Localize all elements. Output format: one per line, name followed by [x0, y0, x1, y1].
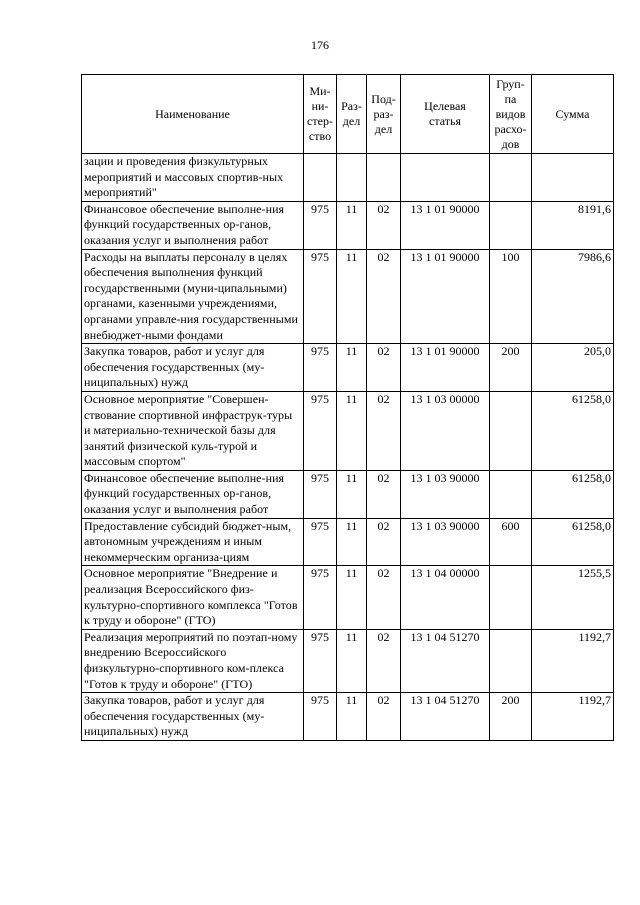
table-row: [82, 201, 614, 249]
cell-target: 13 1 03 90000: [401, 470, 490, 518]
cell-ministry: 975: [304, 693, 337, 741]
table-row: [82, 629, 614, 692]
cell-group: [490, 629, 532, 692]
cell-amount: [532, 154, 614, 202]
cell-section: 11: [337, 629, 367, 692]
table-row: [82, 391, 614, 470]
cell-name: Закупка товаров, работ и услуг для обеспечения государственных (му-ниципальных) нужд: [82, 693, 304, 741]
header-ministry-line: ство: [308, 129, 332, 143]
cell-subsection: 02: [367, 249, 401, 344]
cell-section: 11: [337, 201, 367, 249]
cell-target: 13 1 03 90000: [401, 518, 490, 566]
cell-subsection: 02: [367, 693, 401, 741]
header-target-line: Целевая: [424, 99, 466, 113]
cell-target: 13 1 01 90000: [401, 344, 490, 392]
header-group-line: Груп-: [496, 76, 525, 91]
cell-group: [490, 470, 532, 518]
cell-amount: 1192,7: [532, 693, 614, 741]
table-header-row: [82, 75, 614, 154]
cell-group: 200: [490, 344, 532, 392]
cell-name: Основное мероприятие "Совершен-ствование спортивной инфраструк-туры и материально-технической базы для занятий физической куль-турой и массовым спортом": [82, 391, 304, 470]
header-subsection-line: дел: [374, 121, 393, 136]
header-group-line: видов: [495, 106, 526, 121]
header-ministry-line: Ми-: [309, 84, 331, 98]
table-body: [82, 154, 614, 741]
cell-target: 13 1 01 90000: [401, 201, 490, 249]
header-ministry-line: стер-: [307, 114, 333, 128]
cell-section: 11: [337, 249, 367, 344]
cell-target: 13 1 04 00000: [401, 566, 490, 629]
table-row: [82, 693, 614, 741]
cell-subsection: 02: [367, 470, 401, 518]
cell-subsection: 02: [367, 518, 401, 566]
table-row: [82, 154, 614, 202]
cell-amount: 205,0: [532, 344, 614, 392]
cell-subsection: 02: [367, 629, 401, 692]
cell-name: зации и проведения физкультурных мероприятий и массовых спортив-ных мероприятий": [82, 154, 304, 202]
cell-amount: 61258,0: [532, 470, 614, 518]
cell-amount: 61258,0: [532, 518, 614, 566]
budget-table: [81, 74, 614, 741]
cell-ministry: 975: [304, 391, 337, 470]
cell-group: [490, 566, 532, 629]
cell-subsection: 02: [367, 201, 401, 249]
cell-amount: 1192,7: [532, 629, 614, 692]
cell-group: 100: [490, 249, 532, 344]
cell-target: 13 1 03 00000: [401, 391, 490, 470]
cell-name: Финансовое обеспечение выполне-ния функций государственных ор-ганов, оказания услуг и выполнения работ: [82, 201, 304, 249]
cell-ministry: 975: [304, 518, 337, 566]
header-ministry: [304, 75, 337, 154]
cell-subsection: [367, 154, 401, 202]
cell-ministry: 975: [304, 470, 337, 518]
cell-ministry: 975: [304, 201, 337, 249]
header-ministry-line: ни-: [311, 99, 329, 113]
cell-name: Расходы на выплаты персоналу в целях обеспечения выполнения функций государственными (муни-ципальными) органами, казенными учреждениями, органами управле-ния государственными внебюджет-ными фондами: [82, 249, 304, 344]
header-group-line: па: [504, 91, 517, 106]
header-subsection-line: Под-: [371, 91, 396, 106]
cell-section: 11: [337, 470, 367, 518]
table-row: [82, 518, 614, 566]
cell-amount: 1255,5: [532, 566, 614, 629]
cell-ministry: 975: [304, 629, 337, 692]
cell-ministry: [304, 154, 337, 202]
cell-group: 600: [490, 518, 532, 566]
cell-name: Закупка товаров, работ и услуг для обеспечения государственных (му-ниципальных) нужд: [82, 344, 304, 392]
cell-group: [490, 154, 532, 202]
cell-subsection: 02: [367, 566, 401, 629]
cell-section: 11: [337, 518, 367, 566]
header-name: Наименование: [82, 75, 304, 154]
header-subsection-line: раз-: [373, 106, 394, 121]
header-section: [337, 75, 367, 154]
cell-name: Основное мероприятие "Внедрение и реализация Всероссийского физ-культурно-спортивного комплекса "Готов к труду и обороне" (ГТО): [82, 566, 304, 629]
cell-ministry: 975: [304, 566, 337, 629]
cell-name: Финансовое обеспечение выполне-ния функций государственных ор-ганов, оказания услуг и выполнения работ: [82, 470, 304, 518]
cell-section: [337, 154, 367, 202]
cell-amount: 7986,6: [532, 249, 614, 344]
cell-target: 13 1 01 90000: [401, 249, 490, 344]
header-target-line: статья: [429, 114, 461, 128]
cell-amount: 8191,6: [532, 201, 614, 249]
page-number: 176: [311, 38, 329, 52]
cell-group: 200: [490, 693, 532, 741]
cell-subsection: 02: [367, 344, 401, 392]
header-group-line: дов: [501, 136, 520, 151]
cell-section: 11: [337, 693, 367, 741]
header-section-line: Раз-: [341, 99, 362, 113]
cell-target: 13 1 04 51270: [401, 629, 490, 692]
table-row: [82, 249, 614, 344]
cell-ministry: 975: [304, 249, 337, 344]
header-section-line: дел: [342, 114, 361, 128]
table-row: [82, 344, 614, 392]
cell-name: Реализация мероприятий по поэтап-ному внедрению Всероссийского физкультурно-спортивного ком-плекса "Готов к труду и обороне" (ГТО): [82, 629, 304, 692]
header-subsection: [367, 75, 401, 154]
cell-group: [490, 201, 532, 249]
cell-name: Предоставление субсидий бюджет-ным, автономным учреждениям и иным некоммерческим организа-циям: [82, 518, 304, 566]
table-row: [82, 566, 614, 629]
cell-target: [401, 154, 490, 202]
header-group: [490, 75, 532, 154]
cell-group: [490, 391, 532, 470]
header-amount: Сумма: [532, 75, 614, 154]
cell-amount: 61258,0: [532, 391, 614, 470]
header-group-line: расхо-: [494, 121, 527, 136]
cell-subsection: 02: [367, 391, 401, 470]
cell-section: 11: [337, 566, 367, 629]
cell-ministry: 975: [304, 344, 337, 392]
cell-section: 11: [337, 344, 367, 392]
cell-target: 13 1 04 51270: [401, 693, 490, 741]
header-target: [401, 75, 490, 154]
cell-section: 11: [337, 391, 367, 470]
table-row: [82, 470, 614, 518]
